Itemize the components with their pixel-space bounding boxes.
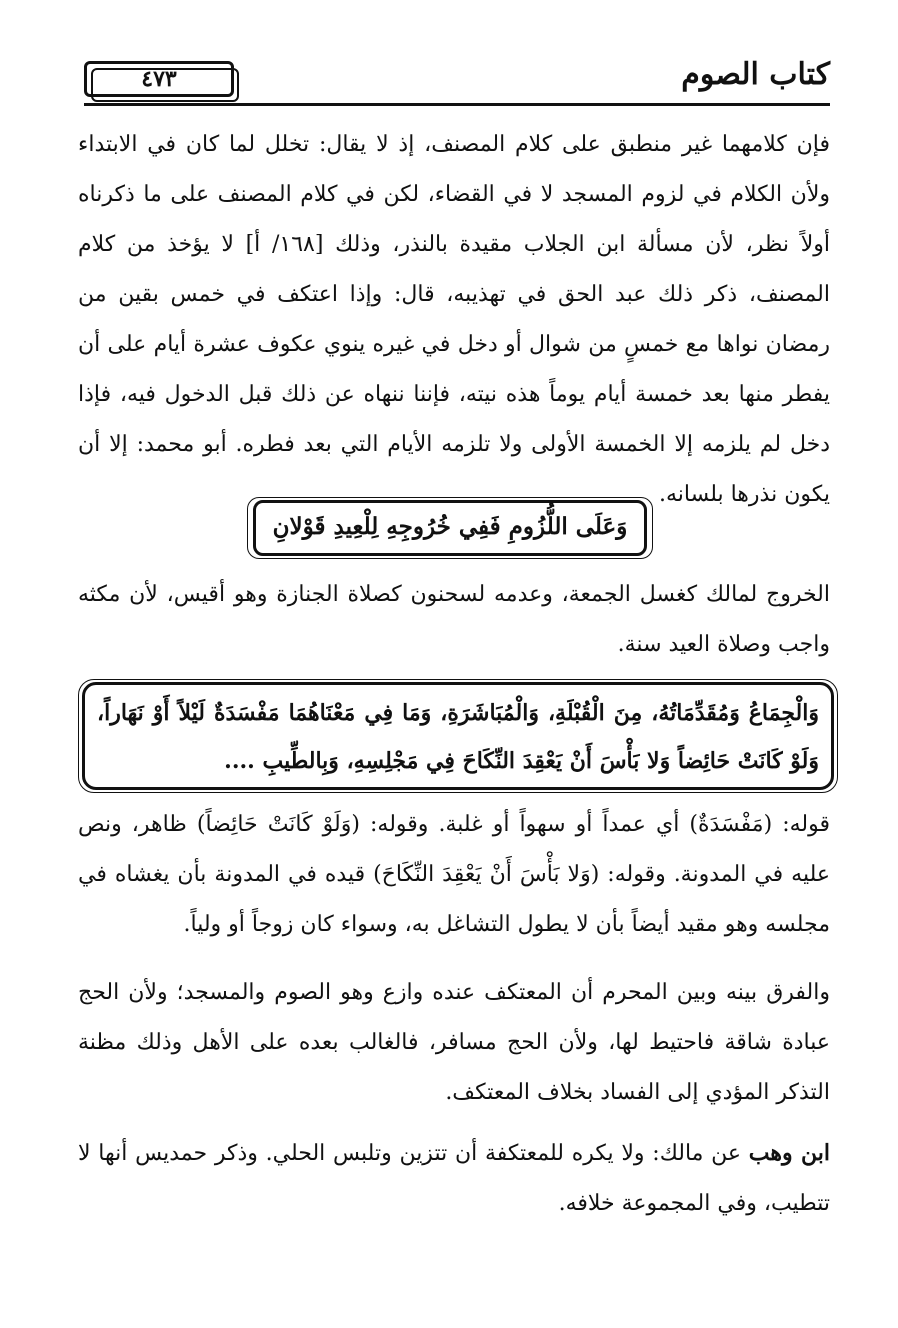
paragraph-1: فإن كلامهما غير منطبق على كلام المصنف، إذ لا يقال: تخلل لما كان في الابتداء ولأن الكلام في لزوم المسجد لا في القضاء، لكن في كلام المصنف على ما ذكرناه أولاً نظر، لأن مسألة ابن الجلاب مقيدة بالنذر، وذلك [١٦٨/ أ] لا يؤخذ من كلام المصنف، ذكر ذلك عبد الحق في تهذيبه، قال: وإذا اعتكف في خمس بقين من رمضان نواها مع خمسٍ من شوال أو دخل في غيره ينوي عكوف عشرة أيام على أن يفطر منها بعد خمسة أيام يوماً هذه نيته، فإننا ننهاه عن ذلك قبل الدخول فيه، فإذا دخل لم يلزمه إلا الخمسة الأولى ولا تلزمه الأيام التي بعد فطره. أبو محمد: إلا أن يكون نذرها بلسانه. (78, 132, 831, 507)
matn-box-2-text: وَالْجِمَاعُ وَمُقَدِّمَاتُهُ، مِنَ الْقُبْلَةِ، وَالْمُبَاشَرَةِ، وَمَا فِي مَعْنَاهُمَا مَفْسَدَةٌ لَيْلاً أَوْ نَهَاراً، وَلَوْ كَانَتْ حَائِضاً وَلا بَأْسَ أَنْ يَعْقِدَ النِّكَاحَ فِي مَجْلِسِهِ، وَبِالطِّيبِ .... (97, 700, 819, 774)
book-title: كتاب الصوم (681, 57, 830, 92)
paragraph-3: قوله: (مَفْسَدَةٌ) أي عمداً أو سهواً أو غلبة. وقوله: (وَلَوْ كَانَتْ حَائِضاً) ظاهر، ونص عليه في المدونة. وقوله: (وَلا بَأْسَ أَنْ يَعْقِدَ النِّكَاحَ) قيده في المدونة بأن يغشاه في مجلسه وهو مقيد أيضاً بأن لا يطول التشاغل به، وسواء كان زوجاً أو ولياً. (78, 812, 830, 937)
matn-box-1-text: وَعَلَى اللُّزُومِ فَفِي خُرُوجِهِ لِلْعِيدِ قَوْلانِ (272, 513, 628, 540)
paragraph-5-text: عن مالك: ولا يكره للمعتكفة أن تتزين وتلبس الحلي. وذكر حمديس أنها لا تتطيب، وفي المجموعة خلافه. (78, 1141, 830, 1216)
paragraph-5 (78, 1128, 830, 1229)
page-number-box (84, 61, 234, 97)
matn-box-2 (82, 682, 834, 790)
page-number: ٤٧٣ (141, 66, 177, 92)
page-header (78, 55, 830, 107)
matn-box-1 (253, 500, 647, 556)
narrator-name: ابن وهب (748, 1140, 830, 1166)
header-divider (84, 103, 830, 106)
paragraph-4: والفرق بينه وبين المحرم أن المعتكف عنده وازع وهو الصوم والمسجد؛ ولأن الحج عبادة شاقة فاحتيط لها، ولأن الحج مسافر، فالغالب بعده على الأهل وذلك مظنة التذكر المؤدي إلى الفساد بخلاف المعتكف. (78, 980, 830, 1105)
paragraph-2: الخروج لمالك كغسل الجمعة، وعدمه لسحنون كصلاة الجنازة وهو أقيس، لأن مكثه واجب وصلاة العيد سنة. (78, 582, 830, 657)
